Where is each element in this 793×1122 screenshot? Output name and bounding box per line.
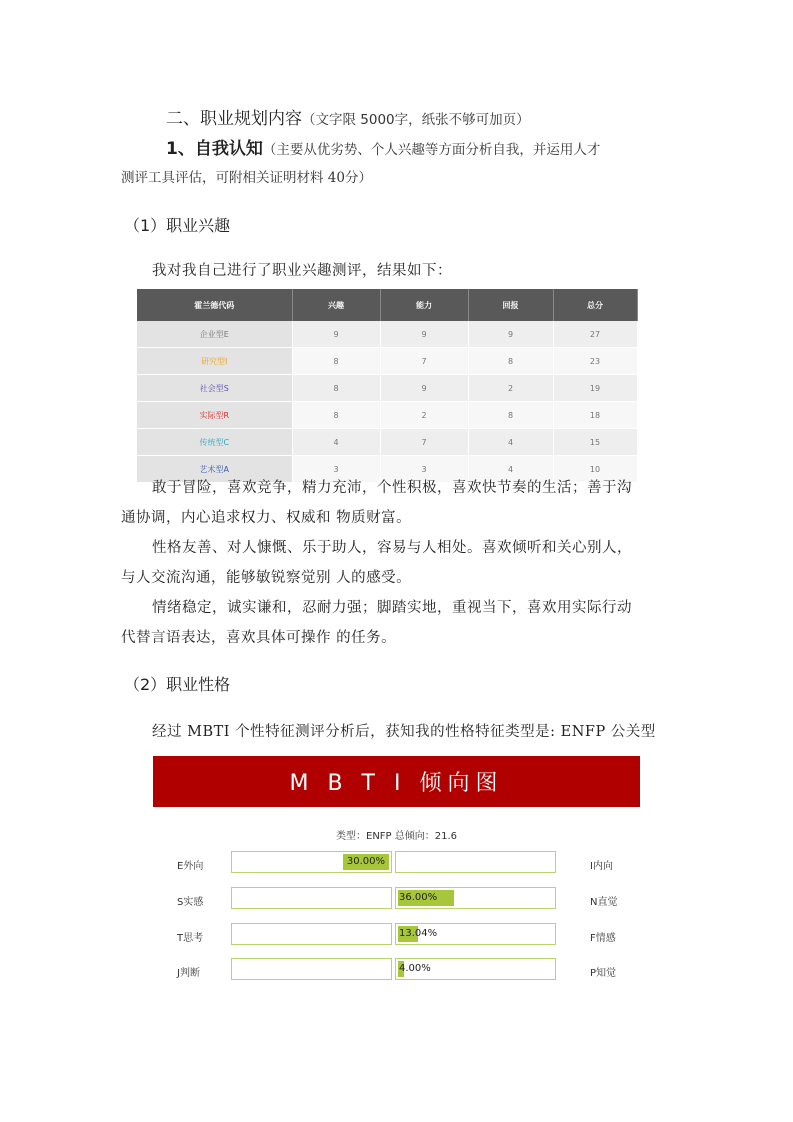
header-ability: 能力	[380, 289, 468, 321]
mbti-left-box	[231, 958, 392, 980]
interest-cell: 4	[292, 429, 380, 456]
mbti-left-label: J判断	[177, 968, 200, 979]
type-cell: 企业型E	[137, 321, 292, 348]
mbti-left-label: E外向	[177, 861, 204, 872]
mbti-left-box	[231, 923, 392, 945]
subsection-title	[166, 134, 600, 159]
mbti-summary: 类型：ENFP 总倾向：21.6	[336, 831, 458, 842]
subsection-note-line2: 测评工具评估，可附相关证明材料 40分）	[121, 170, 372, 186]
mbti-bar-label: 36.00%	[399, 892, 438, 903]
interest-cell: 3	[292, 456, 380, 483]
mbti-right-box	[395, 958, 556, 980]
mbti-left-label: T思考	[177, 933, 204, 944]
total-cell: 10	[553, 456, 637, 483]
type-cell: 实际型R	[137, 402, 292, 429]
interest-title: （1）职业兴趣	[124, 216, 231, 235]
total-cell: 23	[553, 348, 637, 375]
ability-cell: 7	[380, 429, 468, 456]
table-row	[137, 402, 637, 429]
reward-cell: 4	[468, 429, 553, 456]
personality-intro: 经过 MBTI 个性特征测评分析后，获知我的性格特征类型是: ENFP 公关型	[152, 724, 656, 740]
ability-cell: 9	[380, 375, 468, 402]
total-cell: 27	[553, 321, 637, 348]
reward-cell: 8	[468, 348, 553, 375]
type-cell: 社会型S	[137, 375, 292, 402]
mbti-right-label: I内向	[590, 861, 613, 872]
table-row	[137, 348, 637, 375]
mbti-left-label: S实感	[177, 897, 204, 908]
mbti-right-label: P知觉	[590, 968, 617, 979]
mbti-right-box	[395, 923, 556, 945]
type-cell: 传统型C	[137, 429, 292, 456]
interest-cell: 9	[292, 321, 380, 348]
type-cell: 艺术型A	[137, 456, 292, 483]
personality-title: （2）职业性格	[124, 675, 231, 694]
interest-cell: 8	[292, 348, 380, 375]
type-cell: 研究型I	[137, 348, 292, 375]
paragraph-2-line2: 与人交流沟通，能够敏锐察觉别 人的感受。	[121, 570, 412, 586]
table-row	[137, 321, 637, 348]
mbti-bar-label: 4.00%	[399, 963, 431, 974]
reward-cell: 4	[468, 456, 553, 483]
paragraph-3-line2: 代替言语表达，喜欢具体可操作 的任务。	[121, 630, 397, 646]
total-cell: 18	[553, 402, 637, 429]
reward-cell: 2	[468, 375, 553, 402]
mbti-left-box	[231, 887, 392, 909]
interest-intro: 我对我自己进行了职业兴趣测评，结果如下：	[152, 263, 452, 279]
interest-cell: 8	[292, 375, 380, 402]
total-cell: 19	[553, 375, 637, 402]
interest-cell: 8	[292, 402, 380, 429]
paragraph-1-line1: 敢于冒险，喜欢竞争，精力充沛，个性积极，喜欢快节奏的生活；善于沟	[152, 480, 632, 496]
paragraph-1-line2: 通协调，内心追求权力、权威和 物质财富。	[121, 510, 412, 526]
header-interest: 兴趣	[292, 289, 380, 321]
mbti-right-label: F情感	[590, 933, 616, 944]
mbti-right-box	[395, 887, 556, 909]
mbti-banner: M B T I 倾向图	[153, 756, 640, 807]
ability-cell: 2	[380, 402, 468, 429]
subsection-note-line1: （主要从优劣势、个人兴趣等方面分析自我，并运用人才	[262, 142, 601, 158]
reward-cell: 9	[468, 321, 553, 348]
mbti-left-box	[231, 851, 392, 873]
subsection-title-text: 1、自我认知	[166, 139, 263, 159]
paragraph-3-line1: 情绪稳定，诚实谦和，忍耐力强；脚踏实地，重视当下，喜欢用实际行动	[152, 600, 632, 616]
section-title-text: 二、职业规划内容	[166, 109, 302, 129]
mbti-bar-label: 30.00%	[346, 856, 385, 867]
mbti-right-box	[395, 851, 556, 873]
reward-cell: 8	[468, 402, 553, 429]
section-title-note: （文字限 5000字，纸张不够可加页）	[302, 112, 530, 128]
ability-cell: 9	[380, 321, 468, 348]
header-total: 总分	[553, 289, 637, 321]
table-row	[137, 429, 637, 456]
header-reward: 回报	[468, 289, 553, 321]
header-holland-code: 霍兰德代码	[137, 289, 292, 321]
total-cell: 15	[553, 429, 637, 456]
mbti-bar-label: 13.04%	[399, 928, 438, 939]
holland-table	[137, 289, 638, 483]
table-header-row	[137, 289, 637, 321]
table-row	[137, 375, 637, 402]
ability-cell: 3	[380, 456, 468, 483]
paragraph-2-line1: 性格友善、对人慷慨、乐于助人，容易与人相处。喜欢倾听和关心别人，	[152, 540, 632, 556]
section-title	[166, 104, 530, 129]
mbti-right-label: N直觉	[590, 897, 618, 908]
ability-cell: 7	[380, 348, 468, 375]
